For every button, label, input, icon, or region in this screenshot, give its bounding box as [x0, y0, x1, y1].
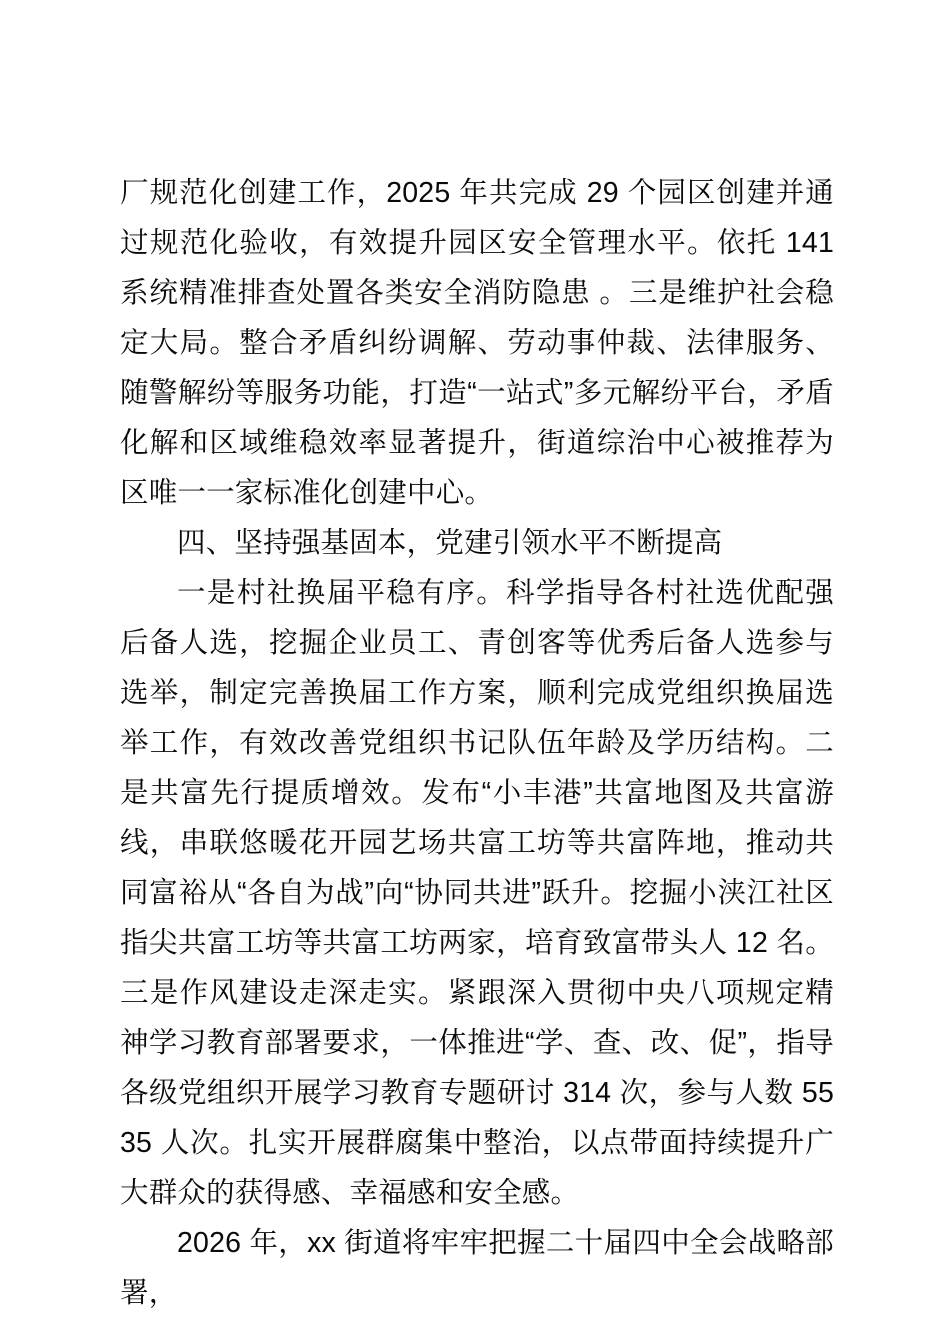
- section-heading-four: 四、坚持强基固本，党建引领水平不断提高: [177, 527, 723, 559]
- paragraph-outlook-2026: 2026 年，xx 街道将牢牢把握二十届四中全会战略部署，: [120, 1227, 834, 1309]
- paragraph-continued-from-previous-page: 厂规范化创建工作，2025 年共完成 29 个园区创建并通过规范化验收，有效提升园区安全管理水平。依托 141 系统精准排查处置各类安全消防隐患 。三是维护社会稳定大局。整合矛盾纠纷调解、劳动事仲裁、法律服务、随警解纷等服务功能，打造“一站式”多元解纷平台，矛盾化解和区域维稳效率显著提升，街道综治中心被推荐为区唯一一家标准化创建中心。: [120, 177, 834, 509]
- document-text-column: [120, 168, 834, 1318]
- paragraph-party-building-details: 一是村社换届平稳有序。科学指导各村社选优配强后备人选，挖掘企业员工、青创客等优秀后备人选参与选举，制定完善换届工作方案，顺利完成党组织换届选举工作，有效改善党组织书记队伍年龄及学历结构。二是共富先行提质增效。发布“小丰港”共富地图及共富游线，串联悠暖花开园艺场共富工坊等共富阵地，推动共同富裕从“各自为战”向“协同共进”跃升。挖掘小浃江社区指尖共富工坊等共富工坊两家，培育致富带头人 12 名。三是作风建设走深走实。紧跟深入贯彻中央八项规定精神学习教育部署要求，一体推进“学、查、改、促”，指导各级党组织开展学习教育专题研讨 314 次，参与人数 5535 人次。扎实开展群腐集中整治，以点带面持续提升广大群众的获得感、幸福感和安全感。: [120, 577, 834, 1209]
